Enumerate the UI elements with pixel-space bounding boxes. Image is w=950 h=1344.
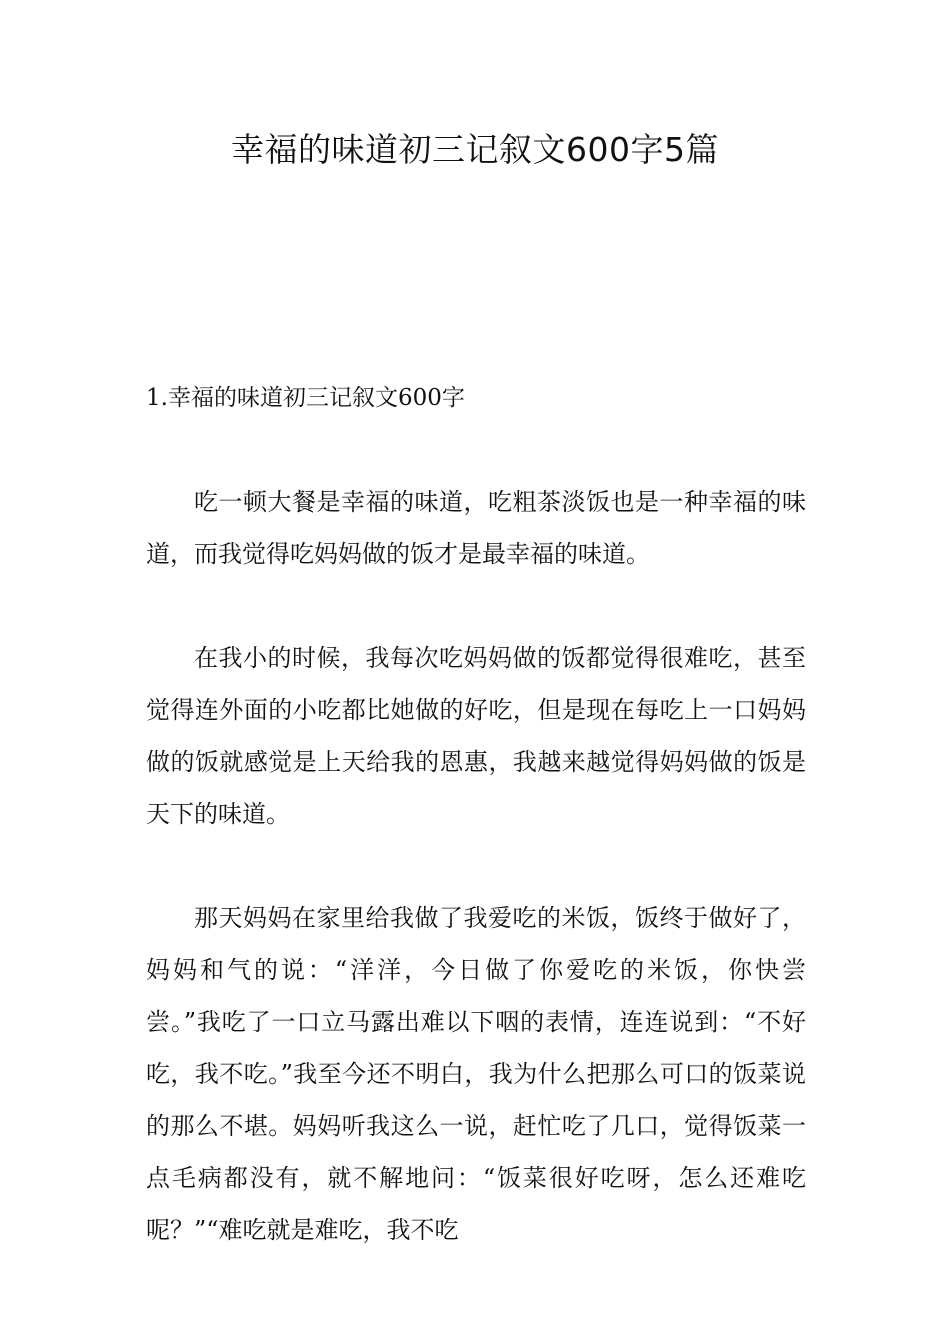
paragraph: 那天妈妈在家里给我做了我爱吃的米饭，饭终于做好了，妈妈和气的说：“洋洋，今日做了你爱吃的米饭，你快尝尝。”我吃了一口立马露出难以下咽的表情，连连说到：“不好吃，我不吃。”我至今还不明白，我为什么把那么可口的饭菜说的那么不堪。妈妈听我这么一说，赶忙吃了几口，觉得饭菜一点毛病都没有，就不解地问：“饭菜很好吃呀，怎么还难吃呢？”“难吃就是难吃，我不吃 [146, 904, 806, 1244]
paragraph: 在我小的时候，我每次吃妈妈做的饭都觉得很难吃，甚至觉得连外面的小吃都比她做的好吃，但是现在每吃上一口妈妈做的饭就感觉是上天给我的恩惠，我越来越觉得妈妈做的饭是天下的味道。 [146, 644, 806, 828]
paragraph: 吃一顿大餐是幸福的味道，吃粗茶淡饭也是一种幸福的味道，而我觉得吃妈妈做的饭才是最幸福的味道。 [146, 488, 806, 568]
document-title: 幸福的味道初三记叙文600字5篇 [231, 130, 719, 169]
section-heading: 1.幸福的味道初三记叙文600字 [146, 385, 465, 411]
document-body [146, 476, 806, 1308]
